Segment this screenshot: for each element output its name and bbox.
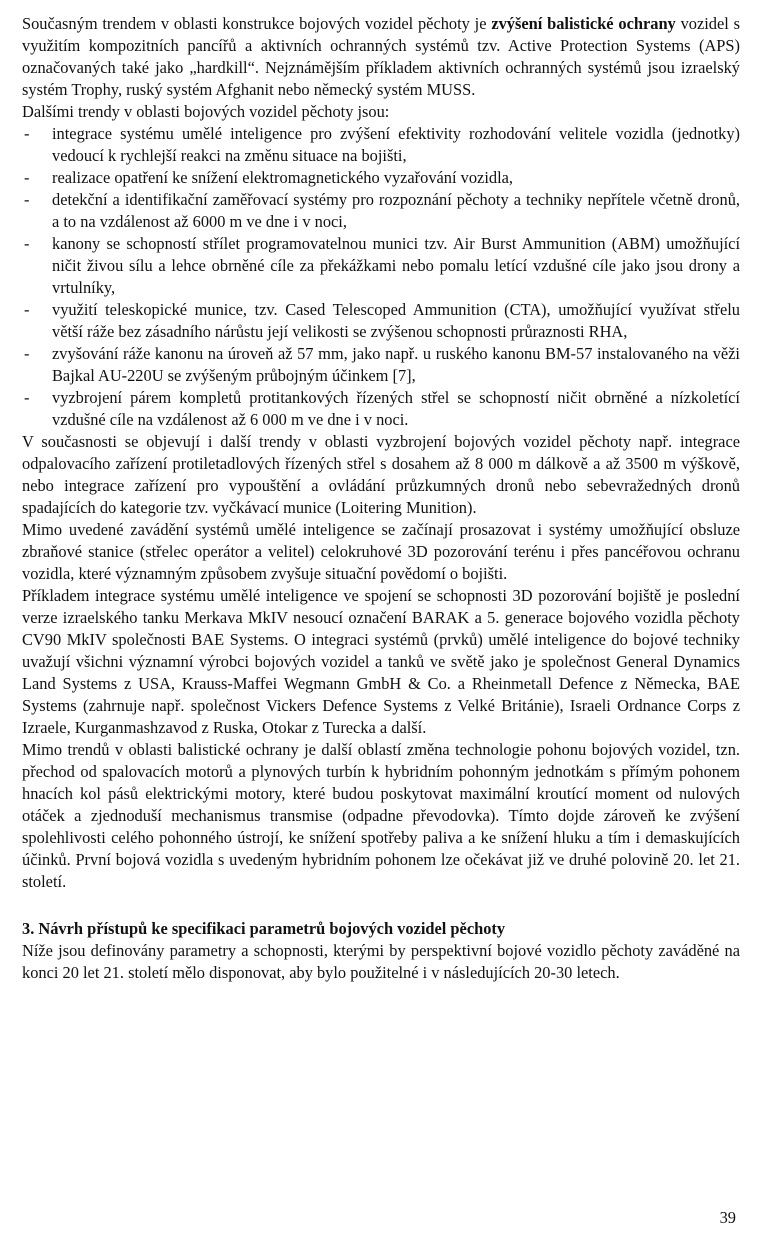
section-heading: 3. Návrh přístupů ke specifikaci parametrů bojových vozidel pěchoty (22, 919, 506, 938)
list-item (22, 189, 740, 233)
trends-lead-in: Dalšími trendy v oblasti bojových vozidel pěchoty jsou: (22, 102, 390, 121)
intro-paragraph (22, 13, 740, 101)
list-item-text: kanony se schopností střílet programovatelnou munici tzv. Air Burst Ammunition (ABM) umožňující ničit živou sílu a lehce obrněné cíle za překážkami nebo pomalu letící vzdušné cíle jako jsou drony a vrtulníky, (52, 234, 740, 297)
list-item (22, 123, 740, 167)
list-item-text: vyzbrojení párem kompletů protitankových řízených střel se schopností ničit obrněné a nízkoletící vzdušné cíle na vzdálenost až 6 000 m ve dne i v noci. (52, 388, 740, 429)
section-paragraph: Níže jsou definovány parametry a schopnosti, kterými by perspektivní bojové vozidlo pěchoty zaváděné na konci 20 let 21. století mělo disponovat, aby bylo použitelné i v následujících 20-30 letech. (22, 941, 740, 982)
bullet-dash: - (24, 168, 30, 187)
body-paragraph: Příkladem integrace systému umělé inteligence ve spojení se schopnosti 3D pozorování bojiště je poslední verze izraelského tanku Merkava MkIV nesoucí označení BARAK a 5. generace bojového vozidla pěchoty CV90 MkIV společnosti BAE Systems. O integraci systémů (prvků) umělé inteligence do bojové techniky uvažují všichni významní výrobci bojových vozidel a tanků ve světě jako je společnost General Dynamics Land Systems z USA, Krauss-Maffei Wegmann GmbH & Co. a Rheinmetall Defence z Německa, BAE Systems (zahrnuje např. společnost Vickers Defence Systems z Velké Británie), Israeli Ordnance Corps z Izraele, Kurganmashzavod z Ruska, Otokar z Turecka a další. (22, 586, 740, 737)
list-item (22, 233, 740, 299)
list-item-text: zvyšování ráže kanonu na úroveň až 57 mm, jako např. u ruského kanonu BM-57 instalovaného na věži Bajkal AU-220U se zvýšeným průbojným účinkem [7], (52, 344, 740, 385)
bullet-dash: - (24, 124, 30, 143)
list-item (22, 343, 740, 387)
bullet-dash: - (24, 190, 30, 209)
bullet-dash: - (24, 344, 30, 363)
trends-list (22, 123, 740, 431)
body-paragraph: V současnosti se objevují i další trendy v oblasti vyzbrojení bojových vozidel pěchoty např. integrace odpalovacího zařízení protiletadlových řízených střel s dosahem až 8 000 m dálkově a až 3500 m výškově, nebo integrace zařízení pro vypouštění a ovládání průzkumných dronů nebo sebevražedných dronů spadajících do kategorie tzv. vyčkávací munice (Loitering Munition). (22, 432, 740, 517)
bullet-dash: - (24, 234, 30, 253)
list-item (22, 299, 740, 343)
document-page (22, 13, 740, 984)
body-paragraph: Mimo uvedené zavádění systémů umělé inteligence se začínají prosazovat i systémy umožňující obsluze zbraňové stanice (střelec operátor a velitel) celokruhové 3D pozorování terénu i přes pancéřovou ochranu vozidla, které významným způsobem zvyšuje situační povědomí o bojišti. (22, 520, 740, 583)
intro-text-after: vozidel s využitím kompozitních pancířů a aktivních ochranných systémů tzv. Active Protection Systems (APS) označovaných také jako „hardkill“. Nejznámějším příkladem aktivních ochranných systémů jsou izraelský systém Trophy, ruský systém Afghanit nebo německý systém MUSS. (22, 14, 740, 99)
page-number: 39 (719, 1208, 736, 1227)
list-item-text: realizace opatření ke snížení elektromagnetického vyzařování vozidla, (52, 168, 513, 187)
intro-emphasis: zvýšení balistické ochrany (491, 14, 676, 33)
list-item-text: integrace systému umělé inteligence pro zvýšení efektivity rozhodování velitele vozidla (jednotky) vedoucí k rychlejší reakci na změnu situace na bojišti, (52, 124, 740, 165)
list-item (22, 167, 740, 189)
list-item-text: využití teleskopické munice, tzv. Cased Telescoped Ammunition (CTA), umožňující využívat střelu větší ráže bez zásadního nárůstu její velikosti se zvýšenou schopnosti průraznosti RHA, (52, 300, 740, 341)
intro-text-before: Současným trendem v oblasti konstrukce bojových vozidel pěchoty je (22, 14, 492, 33)
list-item-text: detekční a identifikační zaměřovací systémy pro rozpoznání pěchoty a techniky nepřítele včetně dronů, a to na vzdálenost až 6000 m ve dne i v noci, (52, 190, 740, 231)
body-paragraph: Mimo trendů v oblasti balistické ochrany je další oblastí změna technologie pohonu bojových vozidel, tzn. přechod od spalovacích motorů a plynových turbín k hybridním pohonným jednotkám s přímým pohonem hnacích kol pásů elektrickými motory, které budou poskytovat maximální kroutící moment od nulových otáček a zjednoduší mechanismus transmise (odpadne převodovka). Tímto dojde zároveň ke zvýšení spolehlivosti celého pohonného ústrojí, ke snížení spotřeby paliva a ke snížení hluku a tím i demaskujících účinků. První bojová vozidla s uvedeným hybridním pohonem lze očekávat již ve druhé polovině 20. let 21. století. (22, 740, 740, 891)
list-item (22, 387, 740, 431)
bullet-dash: - (24, 300, 30, 319)
bullet-dash: - (24, 388, 30, 407)
